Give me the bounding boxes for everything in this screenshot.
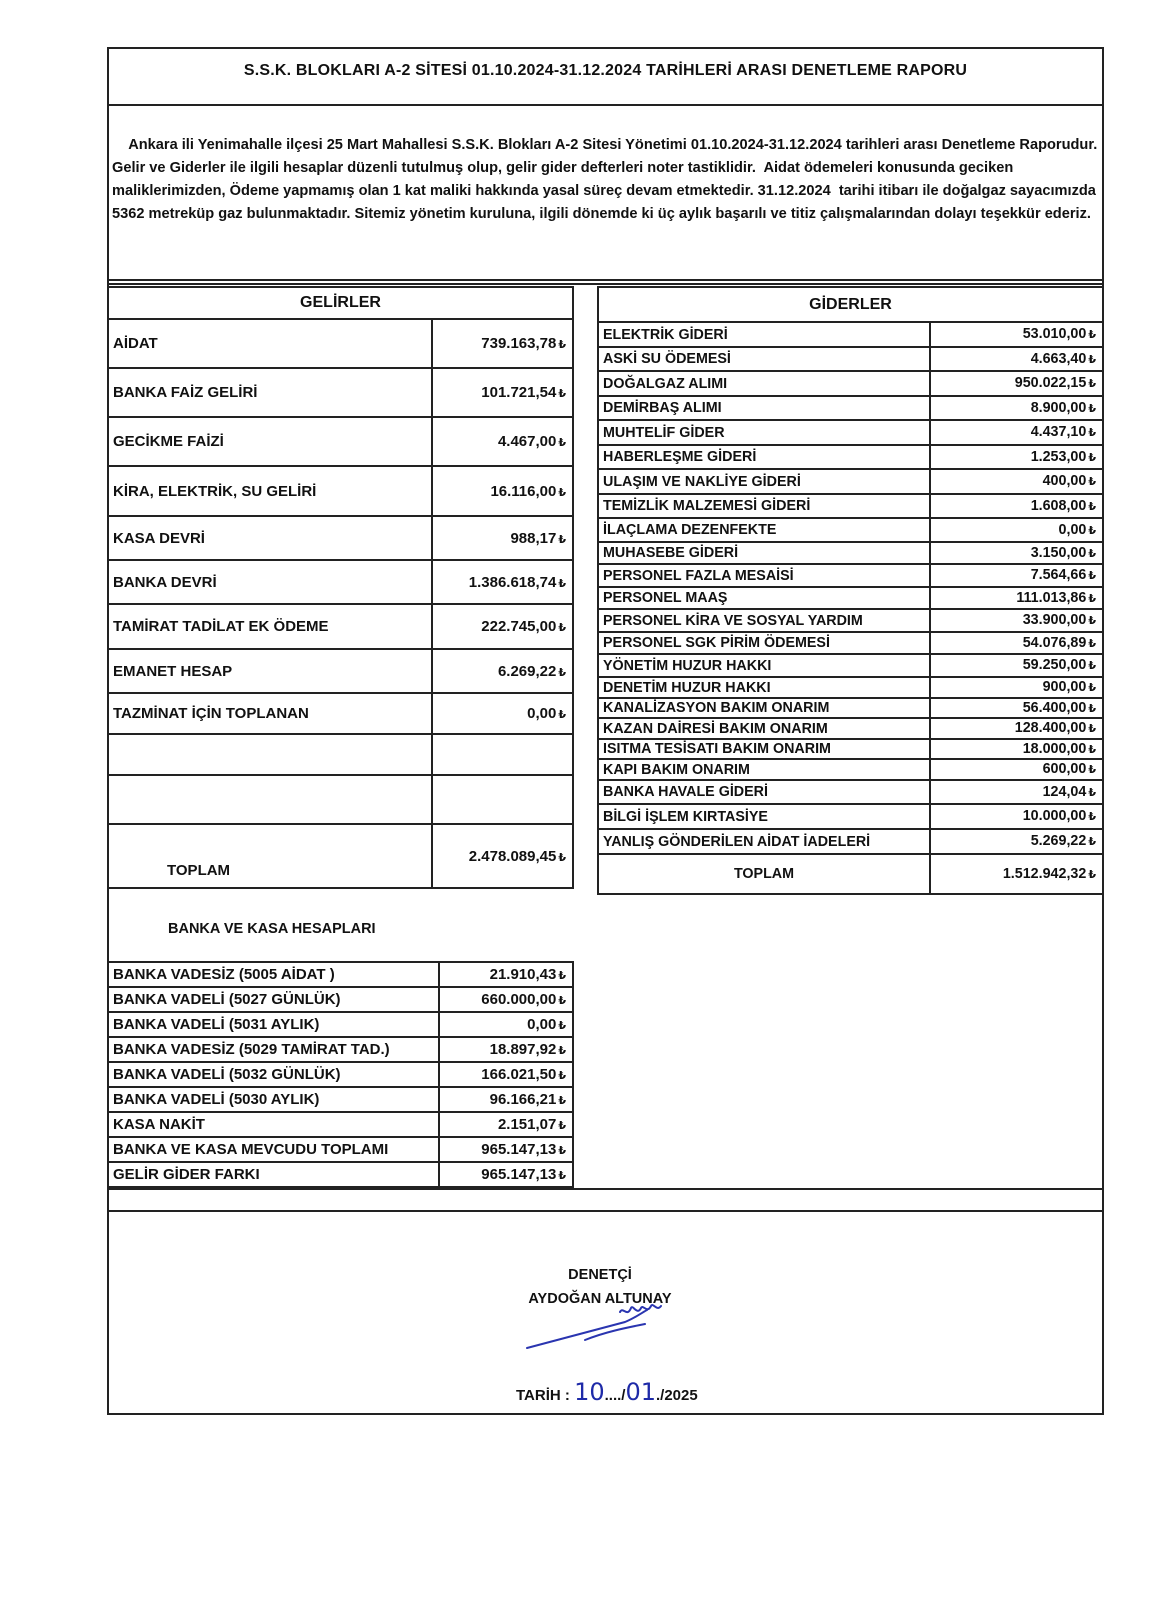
expense-amount (930, 494, 1103, 518)
income-total-row (108, 824, 573, 888)
expense-amount (930, 829, 1103, 854)
income-label: BANKA FAİZ GELİRİ (108, 368, 432, 417)
currency-symbol: ₺ (558, 1070, 566, 1082)
income-table (107, 286, 574, 889)
currency-symbol: ₺ (558, 709, 566, 721)
bank-account-amount (439, 962, 573, 987)
expense-amount (930, 469, 1103, 494)
expense-label: PERSONEL FAZLA MESAİSİ (598, 564, 930, 587)
income-amount (432, 693, 573, 734)
income-label: TAMİRAT TADİLAT EK ÖDEME (108, 604, 432, 649)
intro-divider (107, 279, 1104, 281)
expense-row (598, 564, 1103, 587)
bank-account-amount (439, 1037, 573, 1062)
amount-value: 0,00 (527, 1016, 557, 1033)
amount-value: 660.000,00 (481, 991, 557, 1008)
income-row (108, 734, 573, 775)
income-amount (432, 560, 573, 604)
amount-value: 3.150,00 (1030, 544, 1087, 561)
bank-account-label: BANKA VADESİZ (5029 TAMİRAT TAD.) (108, 1037, 439, 1062)
income-amount (432, 417, 573, 466)
bank-accounts-title: BANKA VE KASA HESAPLARI (168, 921, 376, 937)
expense-total-row (598, 854, 1103, 894)
income-label: BANKA DEVRİ (108, 560, 432, 604)
currency-symbol: ₺ (1088, 764, 1096, 776)
bank-account-label: KASA NAKİT (108, 1112, 439, 1137)
date-year: /2025 (660, 1387, 698, 1404)
income-row (108, 693, 573, 734)
currency-symbol: ₺ (558, 1145, 566, 1157)
bank-account-amount (439, 1012, 573, 1037)
income-row (108, 516, 573, 560)
expense-row (598, 587, 1103, 609)
currency-symbol: ₺ (1088, 402, 1096, 415)
income-total-amount (432, 824, 573, 888)
income-amount (432, 775, 573, 824)
amount-value: 5.269,22 (1030, 833, 1087, 849)
amount-value: 1.512.942,32 (1002, 865, 1087, 882)
currency-symbol: ₺ (558, 995, 566, 1007)
expense-label: YÖNETİM HUZUR HAKKI (598, 654, 930, 677)
amount-value: 6.269,22 (497, 662, 557, 680)
expense-amount (930, 804, 1103, 829)
expense-label: ELEKTRİK GİDERİ (598, 322, 930, 347)
expense-total-amount (930, 854, 1103, 894)
currency-symbol: ₺ (558, 486, 566, 499)
auditor-name: AYDOĞAN ALTUNAY (528, 1291, 672, 1307)
expense-amount (930, 587, 1103, 609)
income-label: GECİKME FAİZİ (108, 417, 432, 466)
amount-value: 1.253,00 (1030, 448, 1087, 465)
currency-symbol: ₺ (1088, 615, 1096, 627)
bank-row (108, 1012, 573, 1037)
expense-label: BANKA HAVALE GİDERİ (598, 780, 930, 804)
income-row (108, 466, 573, 516)
expense-label: TEMİZLİK MALZEMESİ GİDERİ (598, 494, 930, 518)
currency-symbol: ₺ (1088, 682, 1096, 694)
title-divider (107, 104, 1104, 106)
expense-row (598, 542, 1103, 564)
income-amount (432, 649, 573, 693)
expense-row (598, 494, 1103, 518)
expense-amount (930, 322, 1103, 347)
currency-symbol: ₺ (1088, 723, 1096, 735)
currency-symbol: ₺ (558, 1045, 566, 1057)
bank-row (108, 1062, 573, 1087)
amount-value: 965.147,13 (481, 1166, 557, 1183)
report-date: TARİH : 10..../01./2025 (516, 1378, 698, 1406)
currency-symbol: ₺ (558, 533, 566, 546)
income-row (108, 319, 573, 368)
amount-value: 128.400,00 (1014, 720, 1087, 736)
amount-value: 7.564,66 (1030, 567, 1087, 583)
expense-row (598, 347, 1103, 371)
amount-value: 18.897,92 (489, 1041, 557, 1058)
expense-total-label: TOPLAM (598, 854, 930, 894)
date-day-handwritten: 10 (574, 1378, 605, 1406)
currency-symbol: ₺ (558, 1095, 566, 1107)
expense-row (598, 445, 1103, 469)
bank-account-amount (439, 987, 573, 1012)
currency-symbol: ₺ (558, 970, 566, 982)
bank-row (108, 962, 573, 987)
expense-amount (930, 609, 1103, 632)
expense-row (598, 718, 1103, 739)
expense-label: KANALİZASYON BAKIM ONARIM (598, 698, 930, 718)
income-row (108, 604, 573, 649)
currency-symbol: ₺ (1088, 547, 1096, 560)
expense-row (598, 371, 1103, 396)
expense-row (598, 739, 1103, 759)
expense-row (598, 829, 1103, 854)
expense-table (597, 286, 1104, 895)
expense-amount (930, 518, 1103, 542)
amount-value: 0,00 (527, 705, 557, 722)
amount-value: 950.022,15 (1014, 375, 1087, 391)
expense-amount (930, 542, 1103, 564)
income-header: GELİRLER (108, 287, 573, 319)
expense-label: ISITMA TESİSATI BAKIM ONARIM (598, 739, 930, 759)
expense-row (598, 322, 1103, 347)
expense-label: PERSONEL MAAŞ (598, 587, 930, 609)
income-amount (432, 466, 573, 516)
currency-symbol: ₺ (558, 1020, 566, 1032)
income-row (108, 417, 573, 466)
amount-value: 2.478.089,45 (468, 847, 557, 865)
currency-symbol: ₺ (1088, 660, 1096, 672)
date-label: TARİH : (516, 1387, 570, 1404)
currency-symbol: ₺ (1088, 592, 1096, 605)
expense-amount (930, 445, 1103, 469)
expense-row (598, 469, 1103, 494)
amount-value: 4.437,10 (1030, 424, 1087, 440)
expense-label: KAPI BAKIM ONARIM (598, 759, 930, 780)
income-label (108, 775, 432, 824)
expense-amount (930, 759, 1103, 780)
expense-label: ULAŞIM VE NAKLİYE GİDERİ (598, 469, 930, 494)
expense-label: MUHTELİF GİDER (598, 420, 930, 445)
bank-row (108, 1137, 573, 1162)
amount-value: 10.000,00 (1022, 808, 1087, 824)
currency-symbol: ₺ (558, 577, 566, 590)
currency-symbol: ₺ (1088, 786, 1096, 799)
expense-amount (930, 420, 1103, 445)
expense-label: YANLIŞ GÖNDERİLEN AİDAT İADELERİ (598, 829, 930, 854)
expense-label: ASKİ SU ÖDEMESİ (598, 347, 930, 371)
expense-label: PERSONEL KİRA VE SOSYAL YARDIM (598, 609, 930, 632)
expense-amount (930, 718, 1103, 739)
currency-symbol: ₺ (1088, 868, 1096, 881)
expense-label: DEMİRBAŞ ALIMI (598, 396, 930, 420)
intro-divider-double (107, 283, 1104, 285)
expense-label: DOĞALGAZ ALIMI (598, 371, 930, 396)
bank-account-amount (439, 1112, 573, 1137)
expense-amount (930, 371, 1103, 396)
amount-value: 739.163,78 (481, 335, 557, 352)
amount-value: 21.910,43 (489, 966, 557, 983)
amount-value: 8.900,00 (1030, 399, 1087, 416)
amount-value: 4.663,40 (1030, 350, 1087, 367)
income-label: KASA DEVRİ (108, 516, 432, 560)
bank-row (108, 987, 573, 1012)
expense-row (598, 396, 1103, 420)
currency-symbol: ₺ (558, 622, 566, 634)
income-row (108, 775, 573, 824)
currency-symbol: ₺ (1088, 524, 1096, 537)
currency-symbol: ₺ (558, 388, 566, 400)
bank-account-label: BANKA VADESİZ (5005 AİDAT ) (108, 962, 439, 987)
bank-row (108, 1087, 573, 1112)
amount-value: 53.010,00 (1022, 326, 1087, 342)
bank-row (108, 1037, 573, 1062)
bank-account-amount (439, 1137, 573, 1162)
amount-value: 18.000,00 (1022, 740, 1087, 757)
expense-row (598, 654, 1103, 677)
expense-row (598, 780, 1103, 804)
currency-symbol: ₺ (1088, 811, 1096, 823)
expense-row (598, 632, 1103, 654)
currency-symbol: ₺ (558, 1120, 566, 1132)
currency-symbol: ₺ (1088, 702, 1096, 715)
bank-account-amount (439, 1062, 573, 1087)
expense-amount (930, 698, 1103, 718)
amount-value: 111.013,86 (1016, 589, 1087, 606)
currency-symbol: ₺ (1088, 500, 1096, 513)
amount-value: 1.608,00 (1030, 497, 1087, 514)
expense-label: KAZAN DAİRESİ BAKIM ONARIM (598, 718, 930, 739)
amount-value: 600,00 (1042, 761, 1087, 777)
expense-amount (930, 739, 1103, 759)
expense-amount (930, 347, 1103, 371)
amount-value: 988,17 (510, 529, 557, 547)
expense-amount (930, 654, 1103, 677)
expense-row (598, 677, 1103, 698)
income-row (108, 560, 573, 604)
expense-amount (930, 396, 1103, 420)
amount-value: 33.900,00 (1022, 612, 1087, 628)
currency-symbol: ₺ (1088, 570, 1096, 582)
amount-value: 54.076,89 (1022, 634, 1087, 651)
bank-account-label: BANKA VADELİ (5027 GÜNLÜK) (108, 987, 439, 1012)
expense-label: MUHASEBE GİDERİ (598, 542, 930, 564)
expense-label: HABERLEŞME GİDERİ (598, 445, 930, 469)
expense-label: BİLGİ İŞLEM KIRTASİYE (598, 804, 930, 829)
income-amount (432, 319, 573, 368)
currency-symbol: ₺ (558, 666, 566, 679)
expense-amount (930, 677, 1103, 698)
report-title: S.S.K. BLOKLARI A-2 SİTESİ 01.10.2024-31.12.2024 TARİHLERİ ARASI DENETLEME RAPORU (243, 62, 968, 79)
amount-value: 101.721,54 (481, 384, 557, 401)
income-label: KİRA, ELEKTRİK, SU GELİRİ (108, 466, 432, 516)
income-label: TAZMİNAT İÇİN TOPLANAN (108, 693, 432, 734)
income-amount (432, 604, 573, 649)
signature-divider (107, 1210, 1104, 1212)
currency-symbol: ₺ (558, 1170, 566, 1182)
bank-accounts-table (107, 961, 574, 1188)
expense-row (598, 609, 1103, 632)
date-month-handwritten: 01 (625, 1378, 656, 1406)
currency-symbol: ₺ (1088, 451, 1096, 464)
income-header-row (108, 287, 573, 319)
income-label: EMANET HESAP (108, 649, 432, 693)
income-total-label: TOPLAM (108, 824, 432, 888)
bank-account-amount (439, 1162, 573, 1187)
currency-symbol: ₺ (1088, 329, 1096, 341)
amount-value: 400,00 (1042, 473, 1087, 489)
expense-label: DENETİM HUZUR HAKKI (598, 677, 930, 698)
amount-value: 166.021,50 (481, 1066, 557, 1083)
expense-header: GİDERLER (598, 287, 1103, 322)
currency-symbol: ₺ (1088, 476, 1096, 488)
bank-row (108, 1162, 573, 1187)
expense-label: PERSONEL SGK PİRİM ÖDEMESİ (598, 632, 930, 654)
expense-row (598, 804, 1103, 829)
currency-symbol: ₺ (1088, 637, 1096, 650)
currency-symbol: ₺ (558, 339, 566, 351)
income-amount (432, 516, 573, 560)
income-amount (432, 368, 573, 417)
amount-value: 965.147,13 (481, 1141, 557, 1158)
income-amount (432, 734, 573, 775)
expense-amount (930, 632, 1103, 654)
income-label: AİDAT (108, 319, 432, 368)
expense-label: İLAÇLAMA DEZENFEKTE (598, 518, 930, 542)
income-row (108, 649, 573, 693)
amount-value: 56.400,00 (1022, 699, 1087, 716)
currency-symbol: ₺ (1088, 743, 1096, 756)
amount-value: 222.745,00 (481, 618, 557, 635)
currency-symbol: ₺ (1088, 353, 1096, 366)
currency-symbol: ₺ (1088, 836, 1096, 848)
bank-row (108, 1112, 573, 1137)
bank-bottom-divider (107, 1188, 1104, 1190)
bank-account-label: BANKA VADELİ (5032 GÜNLÜK) (108, 1062, 439, 1087)
amount-value: 59.250,00 (1022, 657, 1087, 673)
expense-row (598, 759, 1103, 780)
auditor-role: DENETÇİ (568, 1267, 632, 1283)
expense-amount (930, 564, 1103, 587)
expense-row (598, 420, 1103, 445)
report-intro-paragraph: Ankara ili Yenimahalle ilçesi 25 Mart Mahallesi S.S.K. Blokları A-2 Sitesi Yönetimi 01.10.2024-31.12.2024 tarihleri arası Denetleme Raporudur. Gelir ve Giderler ile ilgili hesaplar düzenli tutulmuş olup, gelir gider defterleri noter tastiklidir. Aidat ödemeleri konusunda geciken maliklerimizden, Ödeme yapmamış olan 1 kat maliki hakkında yasal süreç devam etmektedir. 31.12.2024 tarihi itibarı ile doğalgaz sayacımızda 5362 metreküp gaz bulunmaktadır. Sitemiz yönetim kuruluna, ilgili dönemde ki üç aylık başarılı ve titiz çalışmalarından dolayı teşekkür ederiz. (112, 137, 1102, 222)
signature-scribble (525, 1300, 685, 1360)
amount-value: 900,00 (1042, 679, 1087, 695)
bank-account-label: BANKA VADELİ (5030 AYLIK) (108, 1087, 439, 1112)
bank-account-amount (439, 1087, 573, 1112)
income-label (108, 734, 432, 775)
income-row (108, 368, 573, 417)
amount-value: 16.116,00 (490, 482, 557, 500)
bank-account-label: BANKA VADELİ (5031 AYLIK) (108, 1012, 439, 1037)
expense-header-row (598, 287, 1103, 322)
amount-value: 2.151,07 (497, 1116, 557, 1133)
currency-symbol: ₺ (558, 851, 566, 864)
amount-value: 0,00 (1058, 521, 1087, 538)
amount-value: 4.467,00 (497, 433, 557, 450)
expense-row (598, 518, 1103, 542)
bank-account-label: GELİR GİDER FARKI (108, 1162, 439, 1187)
currency-symbol: ₺ (1088, 427, 1096, 439)
amount-value: 124,04 (1042, 783, 1087, 800)
bank-account-label: BANKA VE KASA MEVCUDU TOPLAMI (108, 1137, 439, 1162)
amount-value: 96.166,21 (489, 1091, 557, 1108)
currency-symbol: ₺ (558, 437, 566, 449)
expense-row (598, 698, 1103, 718)
amount-value: 1.386.618,74 (468, 573, 557, 591)
expense-amount (930, 780, 1103, 804)
currency-symbol: ₺ (1088, 378, 1096, 390)
